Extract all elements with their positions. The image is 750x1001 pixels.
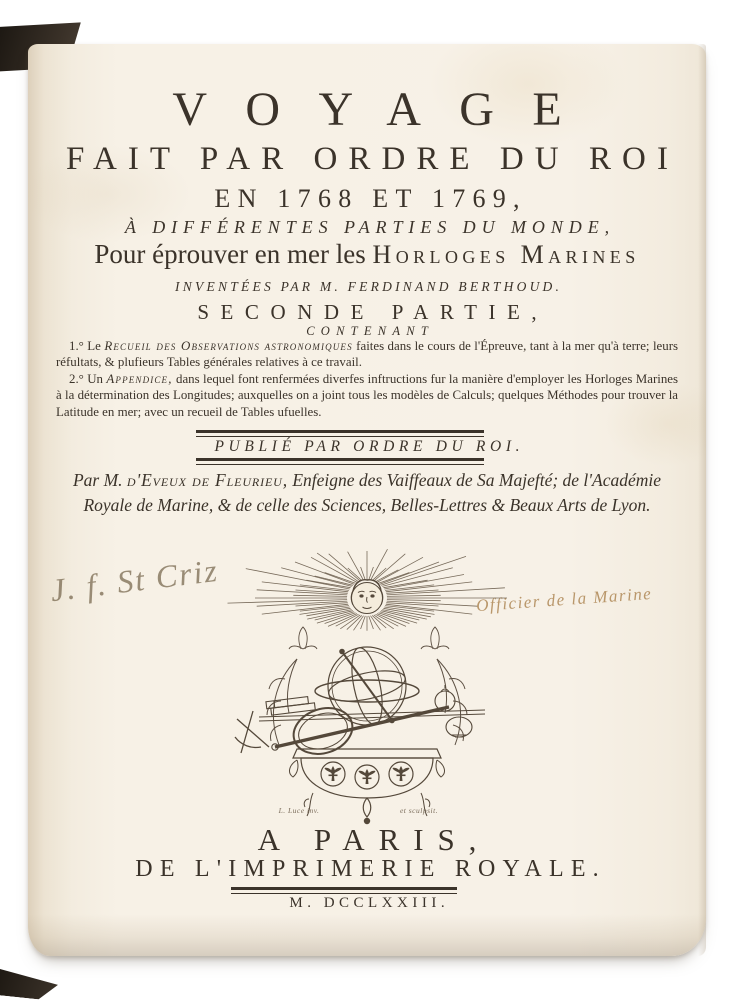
book-binding-corner-bottom bbox=[0, 965, 59, 1001]
marine-clocks-emphasis: Horloges Marines bbox=[372, 240, 640, 269]
sun-face-icon bbox=[351, 580, 383, 614]
published-by-order-line: PUBLIÉ PAR ORDRE DU ROI. bbox=[214, 438, 525, 455]
containing-label: CONTENANT bbox=[306, 324, 435, 338]
book-title: VOYAGE bbox=[172, 83, 601, 136]
order-line: FAIT PAR ORDRE DU ROI bbox=[66, 141, 679, 177]
parts-of-world-line: À DIFFÉRENTES PARTIES DU MONDE, bbox=[124, 217, 616, 237]
years-line: EN 1768 ET 1769, bbox=[214, 184, 527, 213]
engraver-caption-left: L. Luce inv. bbox=[278, 806, 320, 815]
inventor-line: INVENTÉES PAR M. FERDINAND BERTHOUD. bbox=[175, 279, 563, 294]
engraver-caption-right: et sculpsit. bbox=[399, 806, 439, 815]
contents-item-1: 1.° Le Recueil des Observations astronomiques faites dans le cours de l'Épreuve, tant à la mer qu'à terre; leurs réfultats, & plufieurs Tables générales relatives à ce travail. bbox=[56, 339, 679, 370]
imprint-city: A PARIS, bbox=[257, 822, 491, 857]
foliage-left-icon bbox=[267, 627, 317, 745]
handwritten-signature-left: J. f. St Criz bbox=[48, 551, 221, 609]
foliage-right-icon bbox=[421, 627, 467, 745]
handwritten-note-right: Officier de la Marine bbox=[475, 583, 653, 616]
author-byline: Par M. d'Eveux de Fleurieu, Enfeigne des Vaiffeaux de Sa Majefté; de l'Académie Royale de Marine, & de celle des Sciences, Belles-Lettres & Beaux Arts de Lyon. bbox=[72, 470, 662, 516]
rule-below-published-line bbox=[196, 458, 484, 465]
contents-summary bbox=[56, 338, 678, 420]
part-line: SECONDE PARTIE, bbox=[197, 300, 549, 324]
title-page bbox=[28, 44, 706, 956]
imprint-year: M. DCCLXXIII. bbox=[289, 895, 450, 911]
rule-above-year bbox=[231, 887, 457, 894]
fleur-de-lis-icon bbox=[325, 766, 342, 781]
purpose-line: Pour éprouver en mer les Horloges Marines bbox=[94, 239, 640, 269]
author-name: d'Eveux de Fleurieu, bbox=[126, 470, 288, 490]
engraved-vignette bbox=[197, 541, 537, 831]
imprint-publisher: DE L'IMPRIMERIE ROYALE. bbox=[135, 856, 606, 882]
instruments-icon bbox=[235, 685, 485, 761]
contents-item-2: 2.° Un Appendice, dans lequel font renfermées diverfes inftructions fur la manière d'employer les Horloges Marines à la détermination des Longitudes; auxquelles on a joint tous les modèles de Calculs; quelques Méthodes pour trouver la Latitude en mer; avec un recueil de Tables ufuelles. bbox=[56, 371, 679, 419]
rule-above-published-line bbox=[196, 430, 484, 437]
